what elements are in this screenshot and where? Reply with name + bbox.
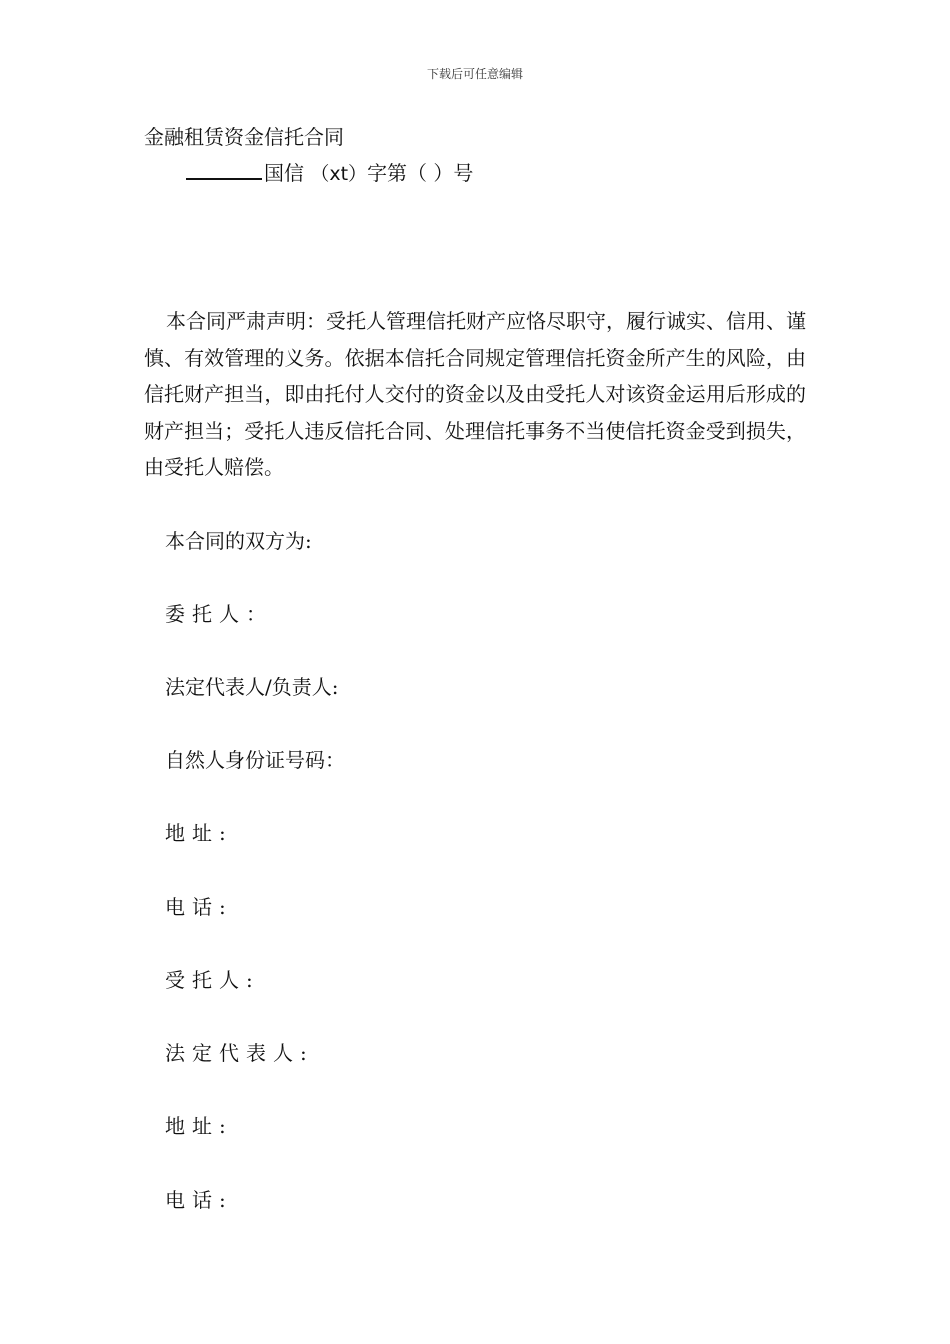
contract-number-suffix: 字第（ ）号 xyxy=(367,161,474,185)
trustor-representative-label: 法定代表人/负责人: xyxy=(165,675,339,699)
trustor-address-label: 地址: xyxy=(165,821,233,845)
id-number-label: 自然人身份证号码： xyxy=(165,748,345,772)
trustee-address-label: 地址: xyxy=(165,1114,233,1138)
contract-number-code: （xt） xyxy=(310,163,368,185)
trustor-phone-label: 电话: xyxy=(165,895,233,919)
trustee-label: 受托人: xyxy=(165,968,260,992)
trustor-label: 委托人： xyxy=(165,602,273,626)
contract-number-blank xyxy=(186,158,262,180)
contract-number-prefix: 国信 xyxy=(264,161,304,185)
trustee-phone-label: 电话: xyxy=(165,1188,233,1212)
parties-intro: 本合同的双方为: xyxy=(165,529,312,553)
contract-number-line xyxy=(186,158,473,187)
document-title: 金融租赁资金信托合同 xyxy=(144,125,344,149)
page-header-note: 下载后可任意编辑 xyxy=(426,67,523,81)
trustee-representative-label: 法定代表人: xyxy=(165,1041,314,1065)
solemn-statement-paragraph: 本合同严肃声明：受托人管理信托财产应恪尽职守，履行诚实、信用、谨慎、有效管理的义务。依据本信托合同规定管理信托资金所产生的风险，由信托财产担当，即由托付人交付的资金以及由受托人对该资金运用后形成的财产担当；受托人违反信托合同、处理信托事务不当使信托资金受到损失，由受托人赔偿。 xyxy=(144,309,806,479)
